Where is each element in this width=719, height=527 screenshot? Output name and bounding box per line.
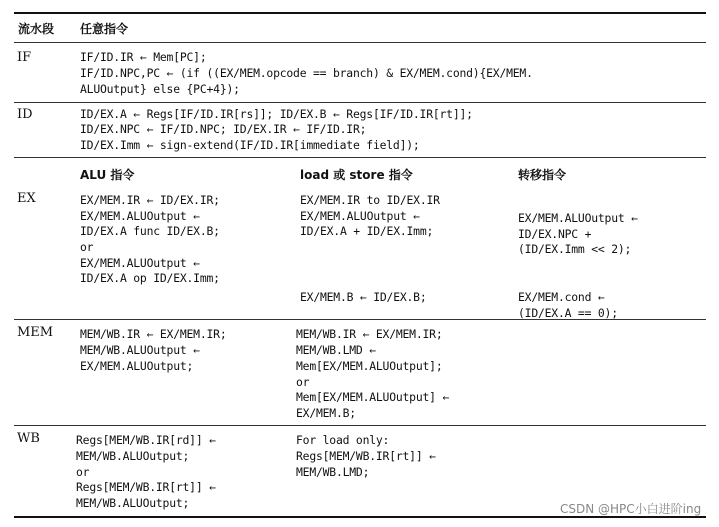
- id-line: ID/EX.A ← Regs[IF/ID.IR[rs]]; ID/EX.B ← Regs[IF/ID.IR[rt]];: [80, 107, 473, 121]
- ex-branch-line: (ID/EX.Imm << 2);: [518, 242, 632, 256]
- mem-load-store-line: MEM/WB.IR ← EX/MEM.IR;: [296, 327, 443, 341]
- if-line: IF/ID.NPC,PC ← (if ((EX/MEM.opcode == branch) & EX/MEM.cond){EX/MEM.: [80, 66, 533, 80]
- column-header-any-instruction: 任意指令: [80, 22, 129, 36]
- ex-load-store-line: EX/MEM.B ← ID/EX.B;: [300, 290, 427, 304]
- mem-load-store-line: EX/MEM.B;: [296, 406, 356, 420]
- stage-label-mem: MEM: [17, 325, 54, 340]
- subheader-load-store: load 或 store 指令: [300, 168, 413, 182]
- ex-branch-line: EX/MEM.cond ←: [518, 290, 605, 304]
- mem-alu-line: MEM/WB.IR ← EX/MEM.IR;: [80, 327, 227, 341]
- column-header-stage: 流水段: [18, 22, 55, 36]
- stage-label-if: IF: [17, 50, 32, 65]
- ex-load-store-line: EX/MEM.ALUOutput ←: [300, 209, 420, 223]
- watermark: CSDN @HPC小白进阶ing: [560, 502, 702, 516]
- mem-load-store-line: or: [296, 375, 310, 389]
- ex-alu-line: ID/EX.A op ID/EX.Imm;: [80, 271, 220, 285]
- mem-load-store-line: Mem[EX/MEM.ALUOutput];: [296, 359, 443, 373]
- ex-branch-line: (ID/EX.A == 0);: [518, 306, 618, 320]
- ex-branch-line: EX/MEM.ALUOutput ←: [518, 211, 638, 225]
- wb-load-store-line: MEM/WB.LMD;: [296, 465, 370, 479]
- subheader-alu: ALU 指令: [80, 168, 135, 182]
- wb-alu-line: or: [76, 465, 90, 479]
- ex-alu-line: EX/MEM.ALUOutput ←: [80, 256, 200, 270]
- ex-load-store-line: EX/MEM.IR to ID/EX.IR: [300, 193, 440, 207]
- wb-alu-line: MEM/WB.ALUOutput;: [76, 496, 190, 510]
- mem-rule: [14, 425, 706, 426]
- ex-load-store-line: ID/EX.A + ID/EX.Imm;: [300, 224, 434, 238]
- stage-label-id: ID: [17, 107, 33, 122]
- wb-alu-line: MEM/WB.ALUOutput;: [76, 449, 190, 463]
- mem-load-store-line: Mem[EX/MEM.ALUOutput] ←: [296, 390, 450, 404]
- header-rule: [14, 42, 706, 43]
- ex-alu-line: ID/EX.A func ID/EX.B;: [80, 224, 220, 238]
- mem-load-store-line: MEM/WB.LMD ←: [296, 343, 376, 357]
- wb-alu-line: Regs[MEM/WB.IR[rd]] ←: [76, 433, 216, 447]
- ex-branch-line: ID/EX.NPC +: [518, 227, 592, 241]
- if-rule: [14, 102, 706, 103]
- id-line: ID/EX.NPC ← IF/ID.NPC; ID/EX.IR ← IF/ID.IR;: [80, 122, 367, 136]
- if-line: ALUOutput} else {PC+4});: [80, 82, 240, 96]
- mem-alu-line: MEM/WB.ALUOutput ←: [80, 343, 200, 357]
- mem-alu-line: EX/MEM.ALUOutput;: [80, 359, 194, 373]
- wb-load-store-line: For load only:: [296, 433, 390, 447]
- top-rule: [14, 12, 706, 14]
- stage-label-wb: WB: [17, 431, 40, 446]
- wb-alu-line: Regs[MEM/WB.IR[rt]] ←: [76, 480, 216, 494]
- id-rule: [14, 157, 706, 158]
- id-line: ID/EX.Imm ← sign-extend(IF/ID.IR[immediate field]);: [80, 138, 420, 152]
- wb-load-store-line: Regs[MEM/WB.IR[rt]] ←: [296, 449, 436, 463]
- ex-alu-line: EX/MEM.IR ← ID/EX.IR;: [80, 193, 220, 207]
- ex-alu-line: EX/MEM.ALUOutput ←: [80, 209, 200, 223]
- if-line: IF/ID.IR ← Mem[PC];: [80, 50, 207, 64]
- ex-alu-line: or: [80, 240, 94, 254]
- stage-label-ex: EX: [17, 191, 36, 206]
- subheader-branch: 转移指令: [518, 168, 567, 182]
